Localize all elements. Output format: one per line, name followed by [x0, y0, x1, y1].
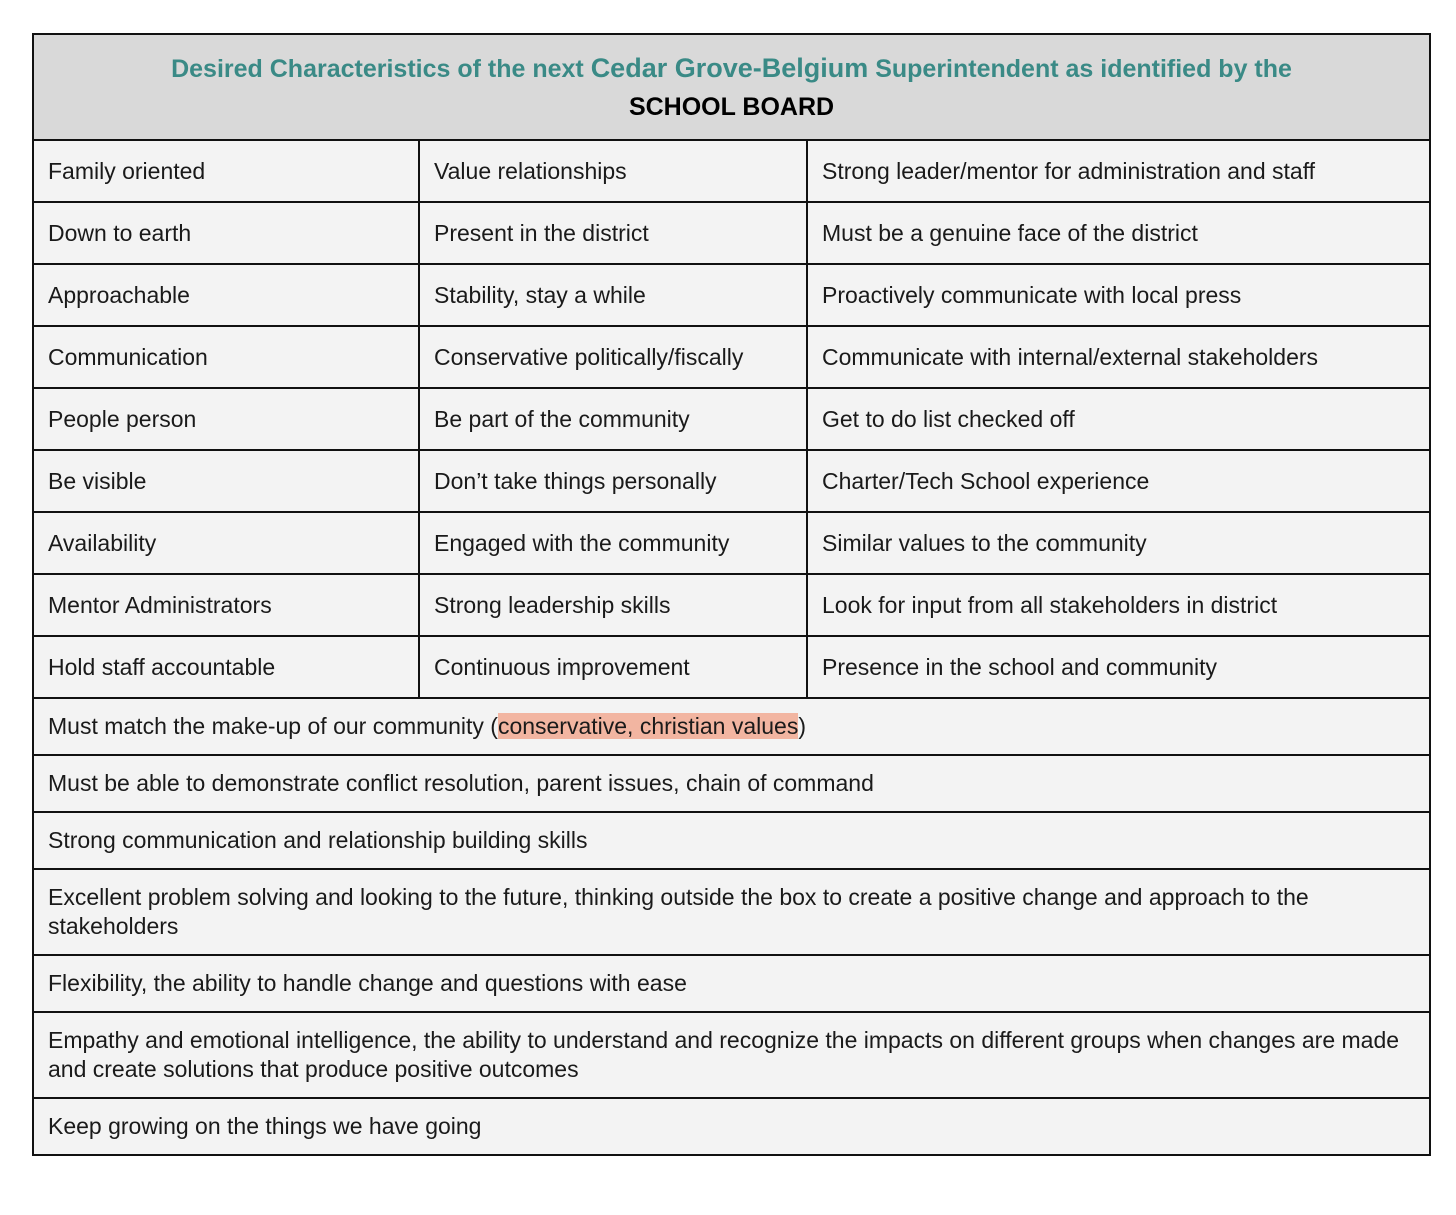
table-row	[33, 1098, 1430, 1155]
table-row	[33, 636, 1430, 698]
table-cell: Family oriented	[33, 140, 419, 202]
table-cell: Be visible	[33, 450, 419, 512]
title-district-name: Cedar Grove-Belgium	[590, 52, 869, 83]
table-row	[33, 264, 1430, 326]
table-cell: Availability	[33, 512, 419, 574]
table-title	[44, 49, 1419, 88]
title-part-2: Superintendent as identified by the	[868, 54, 1292, 83]
table-cell: Must be a genuine face of the district	[807, 202, 1430, 264]
table-cell: Continuous improvement	[419, 636, 807, 698]
table-row	[33, 388, 1430, 450]
table-cell: Present in the district	[419, 202, 807, 264]
table-cell: Communication	[33, 326, 419, 388]
table-cell: Down to earth	[33, 202, 419, 264]
table-header	[33, 34, 1430, 140]
table-header-row	[33, 34, 1430, 140]
table-cell: Approachable	[33, 264, 419, 326]
table-row	[33, 755, 1430, 812]
table-row	[33, 1012, 1430, 1098]
table-cell: Conservative politically/fiscally	[419, 326, 807, 388]
table-row	[33, 512, 1430, 574]
table-cell: Mentor Administrators	[33, 574, 419, 636]
table-cell: Flexibility, the ability to handle change and questions with ease	[33, 955, 1430, 1012]
table-cell: Look for input from all stakeholders in district	[807, 574, 1430, 636]
table-cell: Strong leadership skills	[419, 574, 807, 636]
highlighted-values: conservative, christian values	[497, 713, 799, 739]
table-cell: Presence in the school and community	[807, 636, 1430, 698]
table-cell: Charter/Tech School experience	[807, 450, 1430, 512]
table-cell: Stability, stay a while	[419, 264, 807, 326]
title-part-1: Desired Characteristics of the next	[171, 54, 591, 83]
table-row	[33, 450, 1430, 512]
characteristics-table	[32, 33, 1431, 1156]
table-row	[33, 698, 1430, 755]
table-row	[33, 202, 1430, 264]
table-row	[33, 812, 1430, 869]
table-cell: Communicate with internal/external stakeholders	[807, 326, 1430, 388]
table-cell: Be part of the community	[419, 388, 807, 450]
table-row	[33, 869, 1430, 955]
table-cell: Proactively communicate with local press	[807, 264, 1430, 326]
table-cell: Similar values to the community	[807, 512, 1430, 574]
table-cell: Must be able to demonstrate conflict resolution, parent issues, chain of command	[33, 755, 1430, 812]
table-cell: Strong leader/mentor for administration and staff	[807, 140, 1430, 202]
table-cell: Excellent problem solving and looking to the future, thinking outside the box to create a positive change and approach to the stakeholders	[33, 869, 1430, 955]
table-cell: Strong communication and relationship building skills	[33, 812, 1430, 869]
table-cell: Engaged with the community	[419, 512, 807, 574]
table-row	[33, 955, 1430, 1012]
table-cell: Value relationships	[419, 140, 807, 202]
table-row	[33, 140, 1430, 202]
table-row	[33, 326, 1430, 388]
table-subtitle: SCHOOL BOARD	[628, 92, 835, 121]
community-match-cell	[33, 698, 1430, 755]
community-match-prefix: Must match the make-up of our community (	[48, 713, 498, 739]
table-row	[33, 574, 1430, 636]
table-cell: Hold staff accountable	[33, 636, 419, 698]
table-cell: Don’t take things personally	[419, 450, 807, 512]
table-cell: Empathy and emotional intelligence, the ability to understand and recognize the impacts on different groups when changes are made and create solutions that produce positive outcomes	[33, 1012, 1430, 1098]
table-cell: Get to do list checked off	[807, 388, 1430, 450]
community-match-suffix: )	[798, 713, 807, 739]
table-cell: People person	[33, 388, 419, 450]
table-cell: Keep growing on the things we have going	[33, 1098, 1430, 1155]
